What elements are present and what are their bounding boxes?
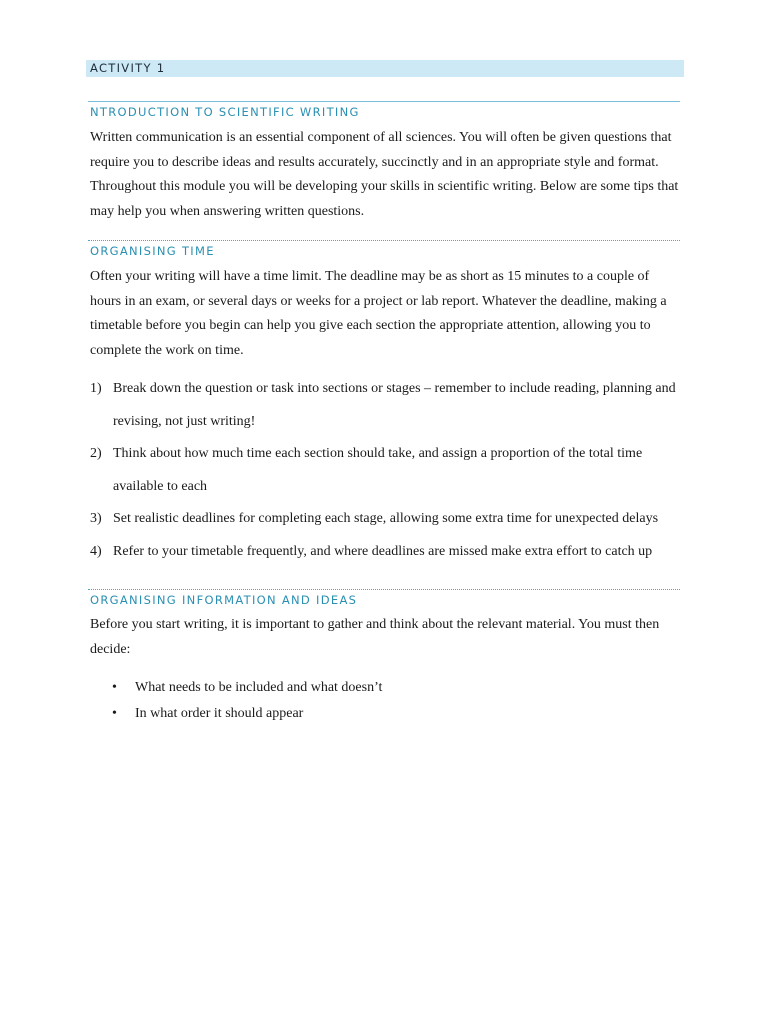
section-heading-organising-time: ORGANISING TIME xyxy=(90,244,215,258)
list-item xyxy=(90,502,680,535)
section-heading-organising-information: ORGANISING INFORMATION AND IDEAS xyxy=(90,593,358,607)
list-item-text: Set realistic deadlines for completing each stage, allowing some extra time for unexpected delays xyxy=(113,511,659,526)
activity-label: ACTIVITY 1 xyxy=(90,61,166,75)
section-heading-introduction: NTRODUCTION TO SCIENTIFIC WRITING xyxy=(90,105,360,119)
heading-rule-solid xyxy=(88,101,680,102)
paragraph-organising-time: Often your writing will have a time limit. The deadline may be as short as 15 minutes to a couple of hours in an exam, or several days or weeks for a project or lab report. Whatever the deadline, making a timetable before you begin can help you give each section the appropriate attention, allowing you to complete the work on time. xyxy=(90,269,667,358)
list-item xyxy=(90,437,680,503)
list-item-number: 1) xyxy=(90,381,102,396)
list-item-text: Break down the question or task into sections or stages – remember to include reading, planning and revising, not just writing! xyxy=(113,381,676,429)
heading-rule-dotted xyxy=(88,240,680,241)
bullet-symbol: • xyxy=(112,680,117,695)
bullet-item-text: In what order it should appear xyxy=(135,706,304,721)
list-item-text: Refer to your timetable frequently, and where deadlines are missed make extra effort to catch up xyxy=(113,544,653,559)
heading-rule-dotted xyxy=(88,589,680,590)
activity-banner xyxy=(86,60,684,77)
paragraph-organising-information: Before you start writing, it is important to gather and think about the relevant material. You must then decide: xyxy=(90,617,660,657)
bullet-item xyxy=(112,679,672,697)
list-item-text: Think about how much time each section should take, and assign a proportion of the total time available to each xyxy=(113,446,643,494)
bullet-item xyxy=(112,705,672,723)
bullet-symbol: • xyxy=(112,706,117,721)
list-item xyxy=(90,535,680,568)
list-item-number: 2) xyxy=(90,446,102,461)
list-item-number: 4) xyxy=(90,544,102,559)
list-item xyxy=(90,372,680,438)
bullet-item-text: What needs to be included and what doesn’t xyxy=(135,680,383,695)
list-item-number: 3) xyxy=(90,511,102,526)
paragraph-introduction: Written communication is an essential component of all sciences. You will often be given questions that require you to describe ideas and results accurately, succinctly and in an appropriate style and format. Throughout this module you will be developing your skills in scientific writing. Below are some tips that may help you when answering written questions. xyxy=(90,130,679,219)
